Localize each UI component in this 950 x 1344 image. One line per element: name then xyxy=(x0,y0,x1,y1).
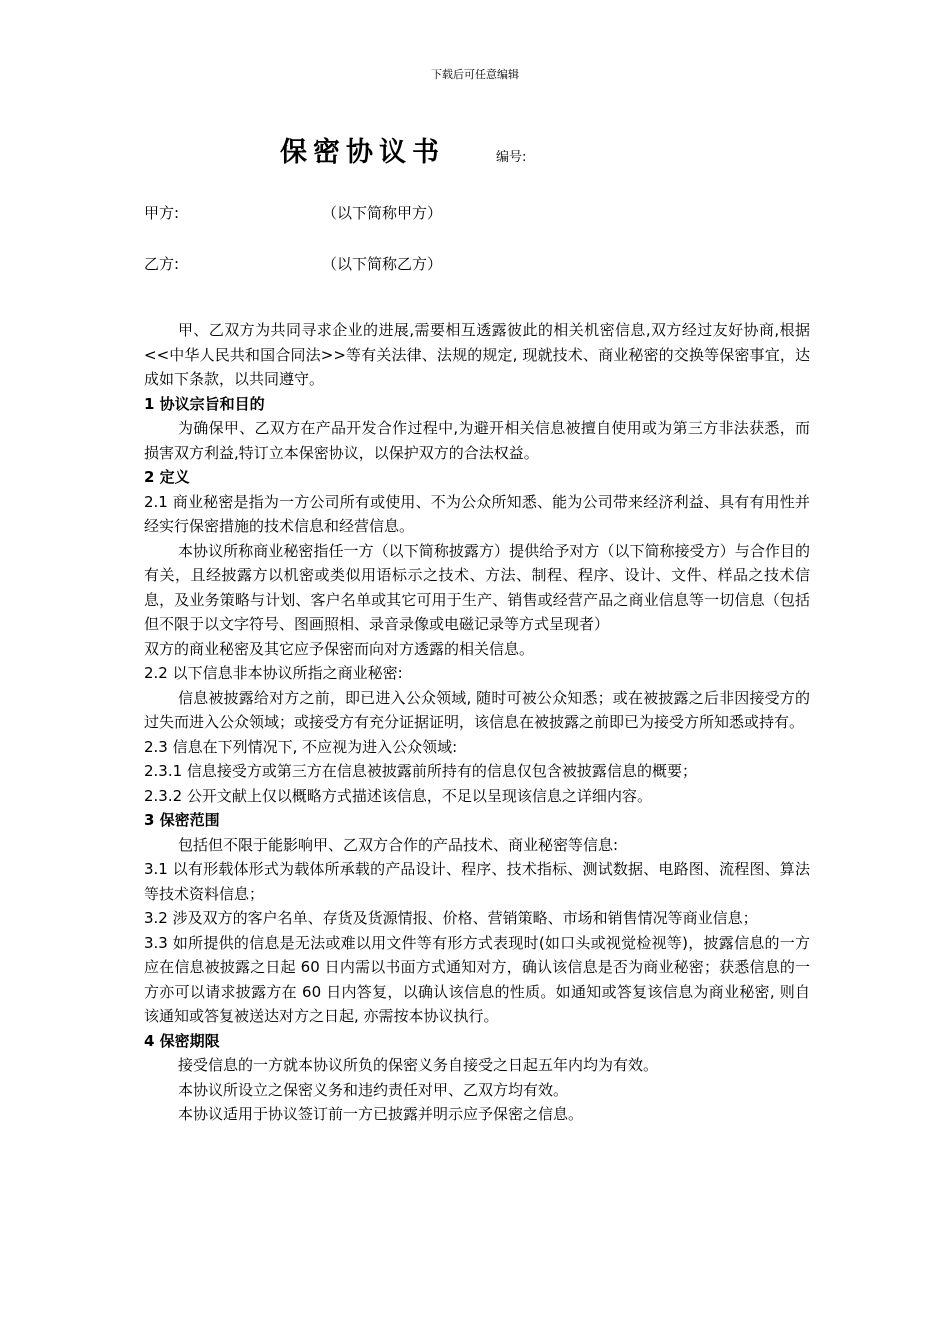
party-a-note: （以下简称甲方） xyxy=(322,204,443,222)
paragraph: 本协议所称商业秘密指任一方（以下简称披露方）提供给予对方（以下简称接受方）与合作目的有关，且经披露方以机密或类似用语标示之技术、方法、制程、程序、设计、文件、样品之技术信息，及业务策略与计划、客户名单或其它可用于生产、销售或经营产品之商业信息等一切信息（包括但不限于以文字符号、图画照相、录音录像或电磁记录等方式呈现者） xyxy=(144,541,810,633)
paragraph: 2.3 信息在下列情况下, 不应视为进入公众领域: xyxy=(144,737,458,756)
section-heading: 4 保密期限 xyxy=(144,1031,220,1050)
party-b-line xyxy=(144,253,443,274)
title-row xyxy=(280,130,527,170)
section-heading: 1 协议宗旨和目的 xyxy=(144,394,265,413)
paragraph: 双方的商业秘密及其它应予保密而向对方透露的相关信息。 xyxy=(144,639,535,658)
paragraph: 为确保甲、乙双方在产品开发合作过程中,为避开相关信息被擅自使用或为第三方非法获悉，而损害双方利益,特订立本保密协议，以保护双方的合法权益。 xyxy=(144,419,810,462)
paragraph: 信息被披露给对方之前，即已进入公众领域, 随时可被公众知悉；或在被披露之后非因接受方的过失而进入公众领域；或接受方有充分证据证明，该信息在被披露之前即已为接受方所知悉或持有。 xyxy=(144,688,810,731)
paragraph: 本协议适用于协议签订前一方已披露并明示应予保密之信息。 xyxy=(178,1105,584,1123)
party-b-label: 乙方: xyxy=(144,255,180,273)
section-heading: 2 定义 xyxy=(144,468,190,486)
agreement-body xyxy=(144,318,810,1127)
party-b-note: （以下简称乙方） xyxy=(322,255,443,273)
paragraph: 2.1 商业秘密是指为一方公司所有或使用、不为公众所知悉、能为公司带来经济利益、具有有用性并经实行保密措施的技术信息和经营信息。 xyxy=(144,492,810,535)
paragraph: 2.3.1 信息接受方或第三方在信息被披露前所持有的信息仅包含被披露信息的概要； xyxy=(144,762,697,780)
paragraph: 2.3.2 公开文献上仅以概略方式描述该信息，不足以呈现该信息之详细内容。 xyxy=(144,786,652,805)
paragraph: 2.2 以下信息非本协议所指之商业秘密: xyxy=(144,664,403,682)
paragraph: 接受信息的一方就本协议所负的保密义务自接受之日起五年内均为有效。 xyxy=(178,1056,659,1074)
party-a-line xyxy=(144,202,443,223)
paragraph: 3.1 以有形载体形式为载体所承载的产品设计、程序、技术指标、测试数据、电路图、流程图、算法等技术资料信息； xyxy=(144,860,810,903)
paragraph: 甲、乙双方为共同寻求企业的进展,需要相互透露彼此的相关机密信息,双方经过友好协商,根据<<中华人民共和国合同法>>等有关法律、法规的规定, 现就技术、商业秘密的交换等保密事宜，达成如下条款，以共同遵守。 xyxy=(144,321,810,388)
paragraph: 本协议所设立之保密义务和违约责任对甲、乙双方均有效。 xyxy=(178,1080,569,1099)
section-heading: 3 保密范围 xyxy=(144,811,220,829)
paragraph: 3.2 涉及双方的客户名单、存货及货源情报、价格、营销策略、市场和销售情况等商业信息； xyxy=(144,909,758,927)
party-a-label: 甲方: xyxy=(144,204,180,222)
header-note: 下载后可任意编辑 xyxy=(431,68,519,81)
paragraph: 包括但不限于能影响甲、乙双方合作的产品技术、商业秘密等信息: xyxy=(178,835,619,854)
serial-number-label: 编号: xyxy=(496,150,527,165)
paragraph: 3.3 如所提供的信息是无法或难以用文件等有形方式表现时(如口头或视觉检视等)，披露信息的一方应在信息被披露之日起 60 日内需以书面方式通知对方，确认该信息是否为商业秘密；获悉信息的一方亦可以请求披露方在 60 日内答复，以确认该信息的性质。如通知或答复该信息为商业秘密, 则自该通知或答复被送达对方之日起, 亦需按本协议执行。 xyxy=(144,933,810,1025)
document-title: 保密协议书 xyxy=(280,137,445,168)
